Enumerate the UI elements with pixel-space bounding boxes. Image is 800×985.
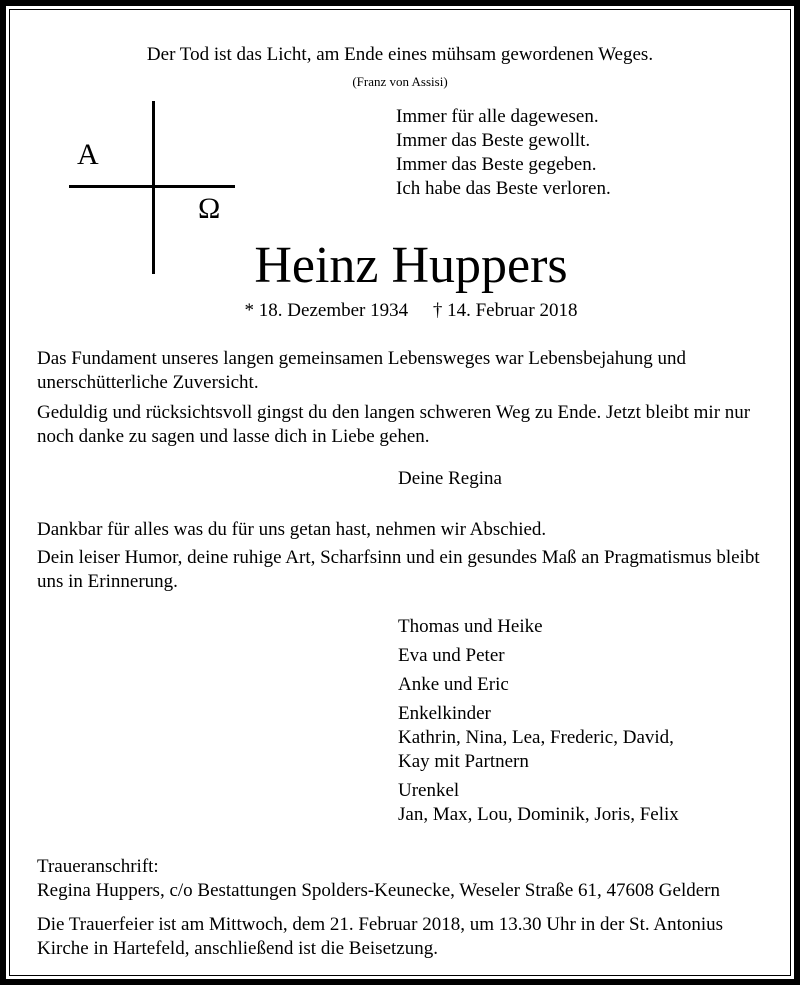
birth-date: * 18. Dezember 1934: [244, 300, 409, 321]
omega-symbol: Ω: [198, 192, 221, 225]
life-dates: [0, 300, 800, 322]
poem: [396, 105, 611, 201]
family-list: [398, 615, 679, 832]
address-value: Regina Huppers, c/o Bestattungen Spolders-Keunecke, Weseler Straße 61, 47608 Geldern: [37, 880, 720, 901]
poem-line: Immer für alle dagewesen.: [396, 106, 599, 127]
family-member: Thomas und Heike: [398, 616, 543, 637]
wife-paragraph-2: Geduldig und rücksichtsvoll gingst du den langen schweren Weg zu Ende. Jetzt bleibt mir nur noch danke zu sagen und lasse dich in Liebe gehen.: [37, 402, 751, 447]
family-paragraph-1: Dankbar für alles was du für uns getan hast, nehmen wir Abschied.: [37, 519, 547, 540]
grandchildren-names: Kathrin, Nina, Lea, Frederic, David,: [398, 727, 674, 748]
wife-signature: Deine Regina: [398, 468, 502, 489]
poem-line: Ich habe das Beste verloren.: [396, 178, 611, 199]
poem-line: Immer das Beste gegeben.: [396, 154, 597, 175]
motto-quote: Der Tod ist das Licht, am Ende eines mühsam gewordenen Weges.: [146, 44, 654, 65]
grandchildren-label: Enkelkinder: [398, 703, 491, 724]
grandchildren-names: Kay mit Partnern: [398, 751, 529, 772]
family-paragraph-2: Dein leiser Humor, deine ruhige Art, Scharfsinn und ein gesundes Maß an Pragmatismus bleibt uns in Erinnerung.: [37, 547, 760, 592]
wife-paragraph-1: Das Fundament unseres langen gemeinsamen Lebensweges war Lebensbejahung und unerschütterliche Zuversicht.: [37, 348, 686, 393]
alpha-symbol: A: [77, 138, 99, 171]
great-grandchildren-group: [398, 779, 679, 827]
family-member: Eva und Peter: [398, 645, 505, 666]
funeral-info: Die Trauerfeier ist am Mittwoch, dem 21. Februar 2018, um 13.30 Uhr in der St. Antonius Kirche in Hartefeld, anschließend ist die Beisetzung.: [37, 914, 724, 959]
poem-line: Immer das Beste gewollt.: [396, 130, 591, 151]
address-label: Traueranschrift:: [37, 856, 159, 877]
cross-horizontal-bar: [69, 185, 235, 188]
great-grandchildren-names: Jan, Max, Lou, Dominik, Joris, Felix: [398, 804, 679, 825]
death-date: † 14. Februar 2018: [432, 300, 578, 321]
family-member: Anke und Eric: [398, 674, 509, 695]
great-grandchildren-label: Urenkel: [398, 780, 460, 801]
deceased-name: Heinz Huppers: [254, 237, 568, 294]
motto-author: (Franz von Assisi): [352, 74, 448, 89]
grandchildren-group: [398, 702, 679, 774]
